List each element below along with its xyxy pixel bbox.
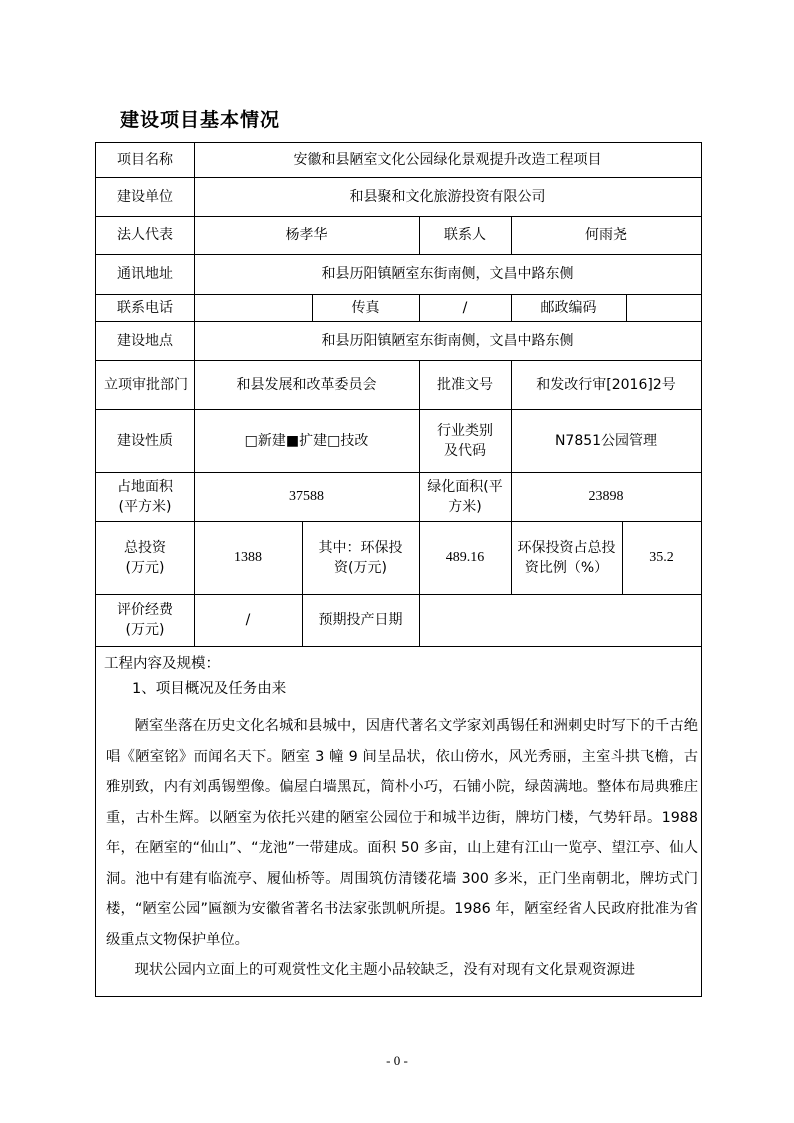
page-number: - 0 - <box>386 1053 408 1068</box>
env-ratio-label: 环保投资占总投资比例（%） <box>517 539 616 576</box>
postal-value <box>626 294 701 321</box>
nature-value: □新建■扩建□技改 <box>244 432 369 449</box>
fax-label: 传真 <box>351 299 380 316</box>
doc-label: 批准文号 <box>437 376 493 393</box>
address-value: 和县历阳镇陋室东街南侧，文昌中路东侧 <box>321 266 574 282</box>
postal-label: 邮政编码 <box>540 299 597 316</box>
doc-value: 和发改行审[2016]2号 <box>536 376 676 393</box>
fax-value: / <box>462 299 468 316</box>
approval-value: 和县发展和改革委员会 <box>236 376 377 393</box>
contact-label: 联系人 <box>444 227 486 243</box>
industry-value: N7851公园管理 <box>554 432 658 449</box>
investment-value: 1388 <box>234 549 262 565</box>
phone-value <box>194 294 312 321</box>
builder-label: 建设单位 <box>117 188 173 205</box>
address-label: 通讯地址 <box>117 266 173 282</box>
green-area-label: 绿化面积(平方米) <box>427 478 503 515</box>
eval-value: / <box>245 612 251 628</box>
env-investment-label: 其中：环保投资(万元) <box>318 539 403 576</box>
area-label: 占地面积(平方米) <box>117 478 173 515</box>
start-date-value <box>419 594 701 646</box>
legal-rep-label: 法人代表 <box>117 227 173 243</box>
phone-label: 联系电话 <box>117 299 173 316</box>
site-label: 建设地点 <box>117 332 173 349</box>
paragraph: 陋室坐落在历史文化名城和县城中，因唐代著名文学家刘禹锡任和洲刺史时写下的千古绝唱《陋室铭》而闻名天下。陋室 3 幢 9 间呈品状，依山傍水，风光秀丽，主室斗拱飞檐，古雅别致，内有刘禹锡塑像。偏屋白墙黑瓦，简朴小巧，石铺小院，绿茵满地。整体布局典雅庄重，古朴生辉。以陋室为依托兴建的陋室公园位于和城半边街，牌坊门楼，气势轩昂。1988 年，在陋室的“仙山”、“龙池”一带建成。面积 50 多亩，山上建有江山一览亭、望江亭、仙人洞。池中有建有临流亭、履仙桥等。周围筑仿清镂花墙 300 多米，正门坐南朝北，牌坊式门楼，“陋室公园”匾额为安徽省著名书法家张凯帆所提。1986 年，陋室经省人民政府批准为省级重点文物保护单位。 <box>106 718 698 948</box>
investment-label: 总投资(万元) <box>124 539 166 576</box>
start-date-label: 预期投产日期 <box>318 612 403 628</box>
content-body <box>106 711 698 986</box>
eval-label: 评价经费(万元) <box>117 602 173 638</box>
project-name-label: 项目名称 <box>117 152 173 168</box>
legal-rep-value: 杨孝华 <box>285 227 328 243</box>
basic-info-table <box>95 142 702 997</box>
nature-label: 建设性质 <box>117 432 173 449</box>
approval-label: 立项审批部门 <box>104 376 188 393</box>
page-title: 建设项目基本情况 <box>120 109 281 131</box>
env-investment-value: 489.16 <box>445 549 485 565</box>
content-title: 工程内容及规模： <box>104 656 220 672</box>
project-name-value: 安徽和县陋室文化公园绿化景观提升改造工程项目 <box>293 152 602 168</box>
area-value: 37588 <box>289 488 324 504</box>
site-value: 和县历阳镇陋室东街南侧，文昌中路东侧 <box>321 332 574 349</box>
green-area-value: 23898 <box>588 488 624 504</box>
contact-value: 何雨尧 <box>585 227 627 243</box>
section-heading: 1、项目概况及任务由来 <box>132 681 287 697</box>
industry-label: 行业类别及代码 <box>437 422 493 459</box>
paragraph: 现状公园内立面上的可观赏性文化主题小品较缺乏，没有对现有文化景观资源进 <box>134 962 635 978</box>
env-ratio-value: 35.2 <box>649 549 674 565</box>
builder-value: 和县聚和文化旅游投资有限公司 <box>349 188 546 205</box>
